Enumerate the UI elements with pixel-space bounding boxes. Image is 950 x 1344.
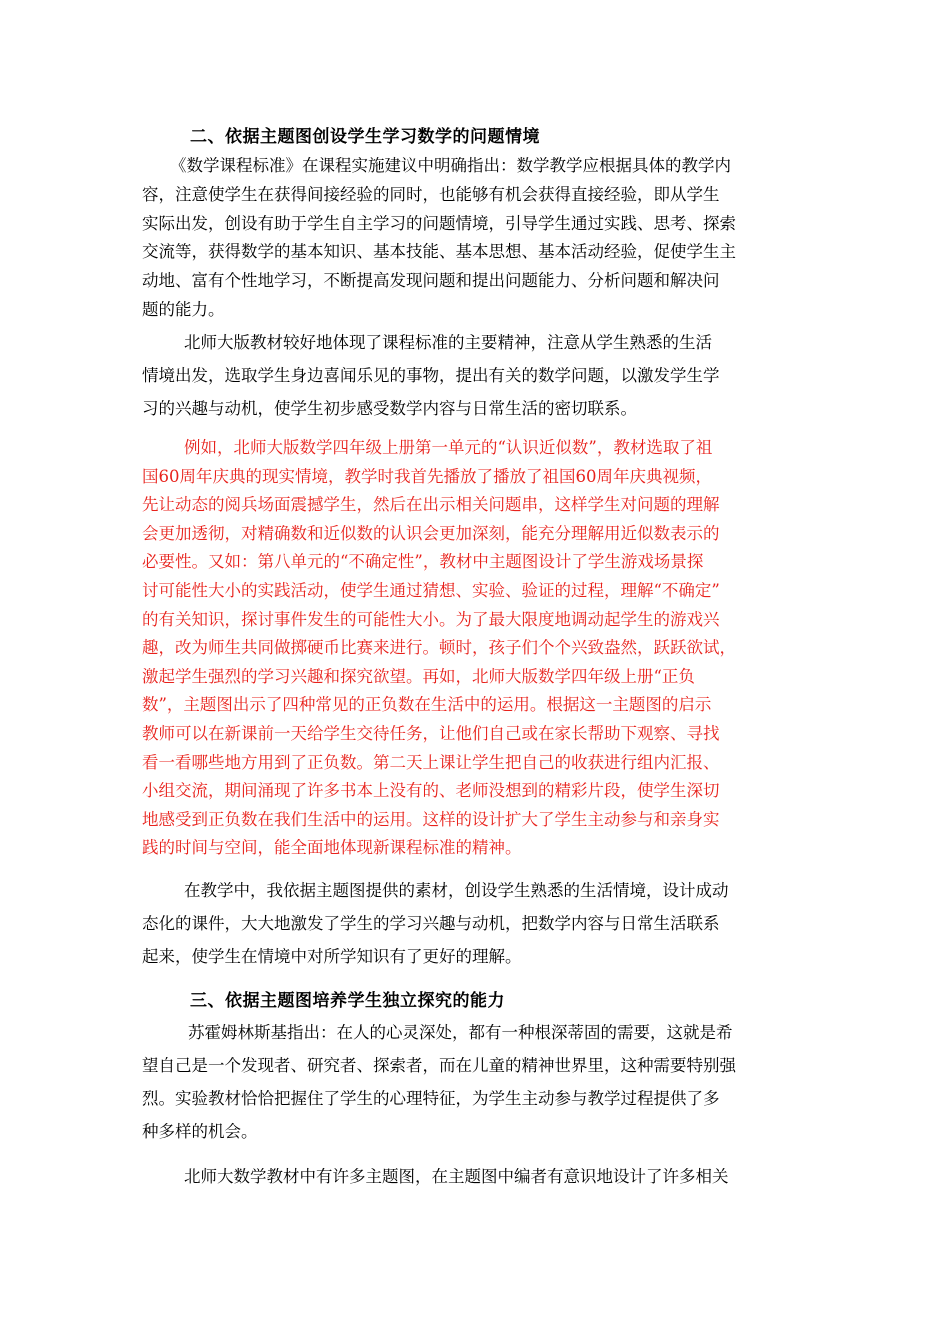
text-line: 《数学课程标准》在课程实施建议中明确指出：数学教学应根据具体的教学内 xyxy=(170,156,731,175)
section-2-paragraph-2 xyxy=(142,326,807,425)
text-line: 望自己是一个发现者、研究者、探索者，而在儿童的精神世界里，这种需要特别强 xyxy=(142,1056,736,1075)
text-line: 在教学中，我依据主题图提供的素材，创设学生熟悉的生活情境，设计成动 xyxy=(184,881,729,900)
section-3-heading: 三、依据主题图培养学生独立探究的能力 xyxy=(190,991,505,1011)
text-line: 小组交流，期间涌现了许多书本上没有的、老师没想到的精彩片段，使学生深切 xyxy=(142,781,720,801)
text-line: 的有关知识，探讨事件发生的可能性大小。为了最大限度地调动起学生的游戏兴 xyxy=(142,609,720,629)
text-line: 会更加透彻，对精确数和近似数的认识会更加深刻，能充分理解用近似数表示的 xyxy=(142,523,720,543)
section-2-heading: 二、依据主题图创设学生学习数学的问题情境 xyxy=(190,127,540,147)
text-line: 践的时间与空间，能全面地体现新课程标准的精神。 xyxy=(142,838,522,858)
section-2-paragraph-1 xyxy=(142,152,807,325)
text-line: 实际出发，创设有助于学生自主学习的问题情境，引导学生通过实践、思考、探索 xyxy=(142,213,736,233)
text-line: 态化的课件，大大地激发了学生的学习兴趣与动机，把数学内容与日常生活联系 xyxy=(142,914,720,933)
text-line: 例如，北师大版数学四年级上册第一单元的“认识近似数”，教材选取了祖 xyxy=(184,438,713,457)
text-line: 题的能力。 xyxy=(142,299,225,319)
text-line: 情境出发，选取学生身边喜闻乐见的事物，提出有关的数学问题，以激发学生学 xyxy=(142,366,720,385)
text-line: 交流等，获得数学的基本知识、基本技能、基本思想、基本活动经验，促使学生主 xyxy=(142,242,736,262)
text-line: 看一看哪些地方用到了正负数。第二天上课让学生把自己的收获进行组内汇报、 xyxy=(142,752,720,772)
text-line: 讨可能性大小的实践活动，使学生通过猜想、实验、验证的过程，理解“不确定” xyxy=(142,580,720,600)
text-line: 数”，主题图出示了四种常见的正负数在生活中的运用。根据这一主题图的启示 xyxy=(142,695,712,715)
text-line: 种多样的机会。 xyxy=(142,1122,258,1141)
text-line: 动地、富有个性地学习，不断提高发现问题和提出问题能力、分析问题和解决问 xyxy=(142,271,720,291)
text-line: 北师大版教材较好地体现了课程标准的主要精神，注意从学生熟悉的生活 xyxy=(184,333,712,352)
text-line: 教师可以在新课前一天给学生交待任务，让他们自己或在家长帮助下观察、寻找 xyxy=(142,723,720,743)
section-2-paragraph-4 xyxy=(142,874,807,973)
section-3-paragraph-2 xyxy=(142,1160,807,1193)
text-line: 烈。实验教材恰恰把握住了学生的心理特征，为学生主动参与教学过程提供了多 xyxy=(142,1089,720,1108)
text-line: 先让动态的阅兵场面震撼学生，然后在出示相关问题串，这样学生对问题的理解 xyxy=(142,495,720,515)
text-line: 容，注意使学生在获得间接经验的同时，也能够有机会获得直接经验，即从学生 xyxy=(142,184,720,204)
text-line: 激起学生强烈的学习兴趣和探究欲望。再如，北师大版数学四年级上册“正负 xyxy=(142,666,695,686)
text-line: 趣，改为师生共同做掷硬币比赛来进行。顿时，孩子们个个兴致盎然，跃跃欲试， xyxy=(142,638,736,658)
text-line: 起来，使学生在情境中对所学知识有了更好的理解。 xyxy=(142,947,522,966)
text-line: 必要性。又如：第八单元的“不确定性”，教材中主题图设计了学生游戏场景探 xyxy=(142,552,704,572)
text-line: 地感受到正负数在我们生活中的运用。这样的设计扩大了学生主动参与和亲身实 xyxy=(142,809,720,829)
text-line: 习的兴趣与动机，使学生初步感受数学内容与日常生活的密切联系。 xyxy=(142,399,637,418)
section-3-paragraph-1 xyxy=(142,1016,807,1148)
section-2-paragraph-3-example xyxy=(142,434,807,863)
text-line: 国60周年庆典的现实情境，教学时我首先播放了播放了祖国60周年庆典视频， xyxy=(142,466,712,486)
text-line: 苏霍姆林斯基指出：在人的心灵深处，都有一种根深蒂固的需要，这就是希 xyxy=(188,1023,733,1042)
text-line: 北师大数学教材中有许多主题图，在主题图中编者有意识地设计了许多相关 xyxy=(184,1167,729,1186)
